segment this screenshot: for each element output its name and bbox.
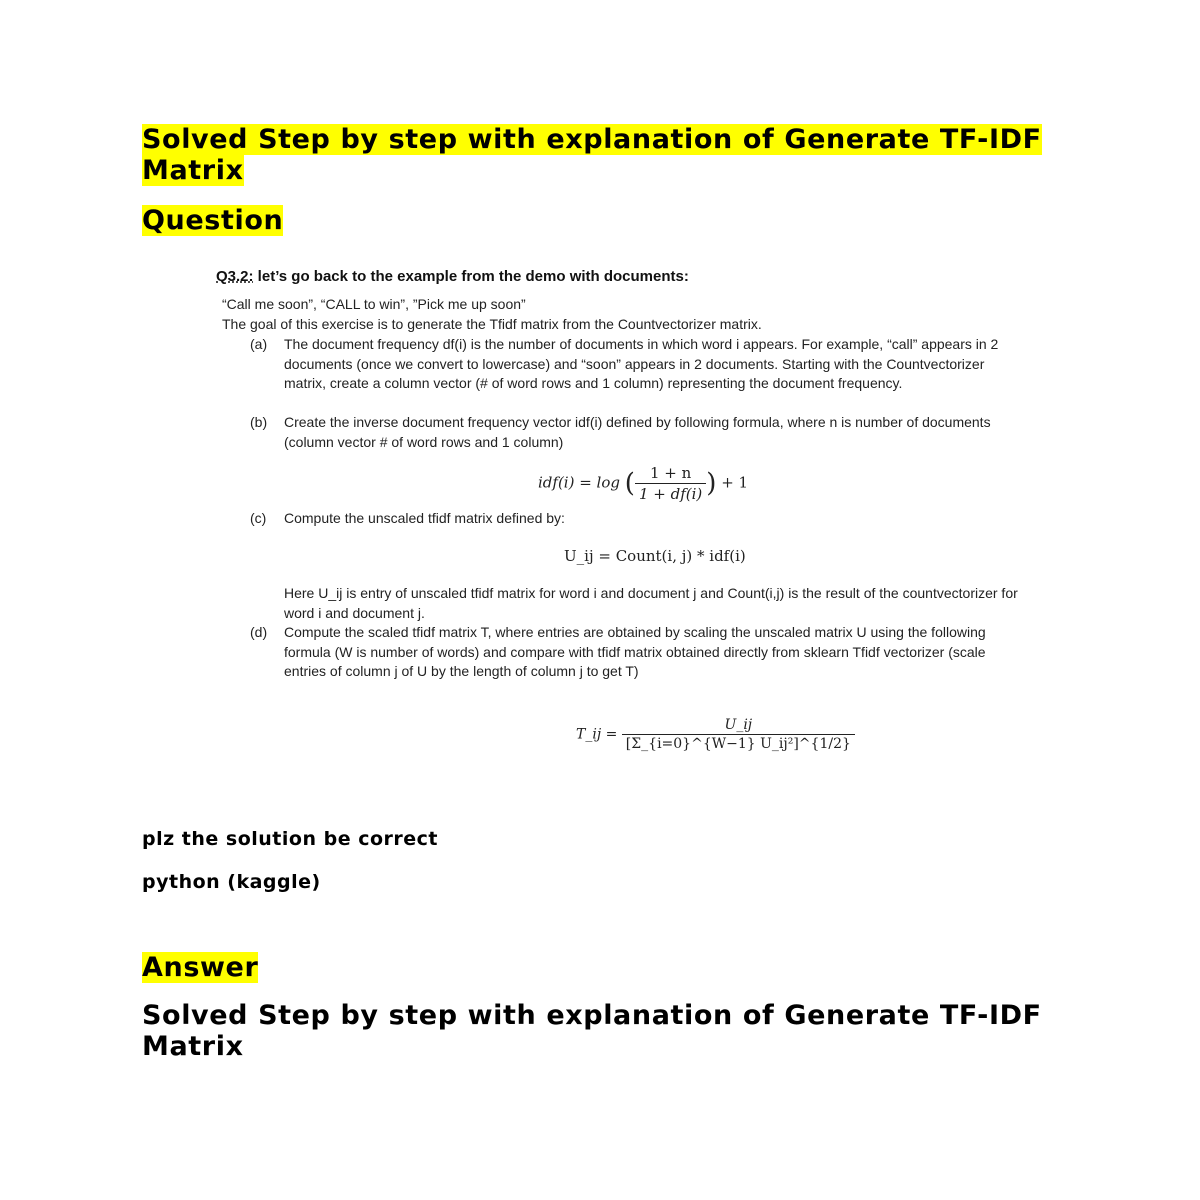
documents-line: “Call me soon”, “CALL to win”, ”Pick me up soon” — [222, 296, 526, 312]
idf-formula — [538, 464, 748, 503]
question-image — [200, 262, 1040, 782]
item-c-text: Compute the unscaled tfidf matrix defined by: — [284, 510, 565, 526]
idf-denominator: 1 + df(i) — [638, 485, 703, 503]
note-correct: plz the solution be correct — [142, 828, 438, 850]
item-d — [250, 623, 1030, 703]
question-heading — [142, 205, 283, 236]
t-formula-lhs: T_ij = — [576, 726, 618, 743]
idf-numerator: 1 + n — [635, 464, 706, 484]
t-denominator: [Σ_{i=0}^{W−1} U_ij²]^{1/2} — [625, 736, 851, 752]
item-a — [250, 335, 1030, 415]
item-c-label: (c) — [250, 510, 267, 526]
goal-line: The goal of this exercise is to generate the Tfidf matrix from the Countvectorizer matrix. — [222, 316, 762, 332]
idf-fraction — [635, 464, 706, 503]
idf-formula-tail: + 1 — [721, 473, 749, 492]
item-c — [250, 509, 1030, 531]
t-fraction — [622, 717, 855, 752]
answer-heading-text: Answer — [142, 952, 259, 983]
item-b — [250, 413, 1030, 455]
item-b-label: (b) — [250, 414, 268, 430]
item-a-text: The document frequency df(i) is the number of documents in which word i appears. For example, “call” appears in 2 documents (once we convert to lowercase) and “soon” appears in 2 documents. Starting with the Countvectorizer matrix, create a column vector (# of word rows and 1 column) representing the document frequency. — [284, 336, 999, 391]
here-note: Here U_ij is entry of unscaled tfidf matrix for word i and document j and Count(i,j) is the result of the countvectorizer for word i and document j. — [284, 585, 1018, 621]
page-title-text: Solved Step by step with explanation of Generate TF-IDF Matrix — [142, 124, 1042, 186]
question-intro: let’s go back to the example from the demo with documents: — [253, 268, 689, 285]
question-header — [216, 268, 689, 285]
item-d-text: Compute the scaled tfidf matrix T, where entries are obtained by scaling the unscaled matrix U using the following formula (W is number of words) and compare with tfidf matrix obtained directly from sklearn Tfidf vectorizer (scale entries of column j of U by the length of column j to get T) — [284, 624, 986, 679]
question-heading-text: Question — [142, 205, 284, 236]
idf-formula-lhs: idf(i) = log — [538, 473, 620, 492]
item-b-text: Create the inverse document frequency vector idf(i) defined by following formula, where n is number of documents (column vector # of word rows and 1 column) — [284, 414, 991, 450]
item-a-label: (a) — [250, 336, 268, 352]
page-title — [142, 124, 1042, 186]
u-formula: U_ij = Count(i, j) * idf(i) — [564, 547, 746, 565]
answer-title: Solved Step by step with explanation of Generate TF-IDF Matrix — [142, 1000, 1042, 1062]
idf-close-paren: ) — [706, 468, 717, 499]
t-numerator: U_ij — [622, 717, 855, 735]
question-number: Q3.2: — [216, 268, 254, 285]
idf-open-paren: ( — [624, 468, 635, 499]
t-formula — [576, 717, 855, 752]
note-python: python (kaggle) — [142, 871, 321, 893]
answer-heading — [142, 952, 258, 983]
item-d-label: (d) — [250, 624, 268, 640]
